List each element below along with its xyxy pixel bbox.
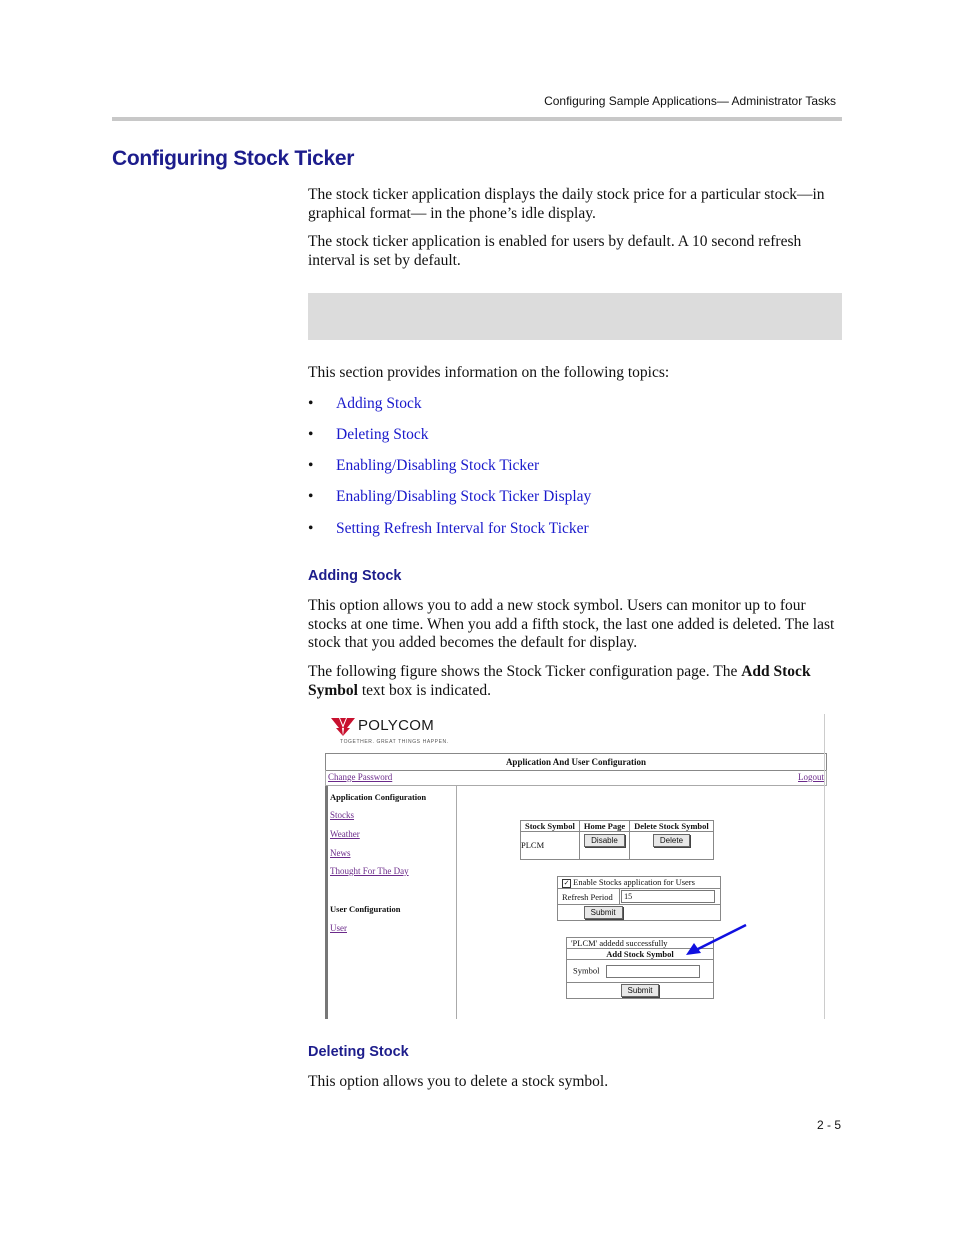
enable-checkbox[interactable]: ✓	[563, 879, 570, 887]
table-row	[521, 832, 714, 860]
user-config-heading: User Configuration	[330, 904, 401, 914]
stock-symbol-cell: PLCM	[521, 832, 580, 860]
list-item	[308, 488, 848, 520]
note-box	[308, 293, 842, 340]
figure-right-edge	[824, 714, 825, 1019]
sidebar-item-news[interactable]: News	[330, 848, 351, 858]
col-header-home-page: Home Page	[579, 821, 629, 832]
submit-cell	[590, 905, 721, 921]
intro-paragraph-2: The stock ticker application is enabled for users by default. A 10 second refresh interval is set by default.	[308, 233, 802, 269]
add-stock-symbol-heading: Add Stock Symbol	[567, 949, 714, 960]
sidebar-item-user[interactable]: User	[330, 923, 347, 933]
link-enabling-disabling-stock-ticker-display[interactable]: Enabling/Disabling Stock Ticker Display	[336, 488, 592, 505]
topics-list	[308, 395, 848, 551]
add-submit-button[interactable]: Submit	[621, 984, 660, 997]
sidebar-item-weather[interactable]: Weather	[330, 829, 360, 839]
polycom-tagline: TOGETHER. GREAT THINGS HAPPEN.	[340, 739, 449, 745]
logout-link[interactable]: Logout	[798, 772, 824, 782]
list-item	[308, 457, 848, 488]
bullet: •	[308, 457, 314, 474]
refresh-period-input[interactable]: 15	[621, 890, 715, 903]
header-rule	[112, 117, 842, 121]
refresh-period-label: Refresh Period	[558, 889, 620, 905]
bullet: •	[308, 520, 314, 537]
link-adding-stock[interactable]: Adding Stock	[336, 395, 422, 412]
adding-p2-bold: Add Stock Symbol	[308, 663, 811, 699]
symbol-row	[567, 960, 714, 983]
status-row: 'PLCM' addedd successfully	[567, 938, 714, 949]
col-header-delete-stock-symbol: Delete Stock Symbol	[630, 821, 714, 832]
change-password-link[interactable]: Change Password	[328, 772, 393, 782]
table-header-row	[521, 821, 714, 832]
delete-button[interactable]: Delete	[653, 834, 690, 847]
adding-p2-pre: The following figure shows the Stock Ticker configuration page. The	[308, 663, 742, 680]
enable-submit-button[interactable]: Submit	[584, 906, 623, 919]
app-config-heading: Application Configuration	[330, 792, 427, 802]
list-item	[308, 520, 848, 551]
sidebar-item-thought-for-the-day[interactable]: Thought For The Day	[330, 866, 409, 876]
topics-intro: This section provides information on the following topics:	[308, 364, 670, 381]
bullet: •	[308, 426, 314, 443]
link-deleting-stock[interactable]: Deleting Stock	[336, 426, 429, 443]
config-sidebar	[325, 786, 457, 1019]
delete-cell	[630, 832, 714, 860]
config-link-bar	[325, 770, 827, 786]
adding-paragraph-2	[308, 663, 848, 700]
bullet: •	[308, 488, 314, 505]
symbol-input[interactable]	[606, 965, 700, 978]
symbol-label: Symbol	[573, 964, 600, 975]
refresh-period-cell	[620, 889, 721, 905]
stock-ticker-config-figure	[322, 714, 826, 1019]
adding-stock-heading: Adding Stock	[308, 568, 402, 584]
polycom-logo-text: POLYCOM	[358, 717, 435, 734]
adding-paragraph-1: This option allows you to add a new stock symbol. Users can monitor up to four stocks at one time. When you add a fifth stock, the last one added is deleted. The last stock that you added becomes the default for display.	[308, 597, 835, 651]
deleting-paragraph: This option allows you to delete a stock symbol.	[308, 1073, 609, 1090]
callout-arrow-icon	[682, 922, 752, 958]
disable-button[interactable]: Disable	[584, 834, 625, 847]
sidebar-item-stocks[interactable]: Stocks	[330, 810, 355, 820]
enable-stocks-box	[557, 876, 721, 921]
enable-row	[558, 877, 721, 889]
running-header: Configuring Sample Applications— Administrator Tasks	[544, 94, 836, 108]
adding-p2-post: text box is indicated.	[357, 681, 491, 699]
intro-paragraph-1: The stock ticker application displays the daily stock price for a particular stock—in graphical format— in the phone’s idle display.	[308, 186, 825, 222]
add-submit-cell	[567, 983, 714, 999]
page-number: 2 - 5	[816, 1118, 841, 1132]
section-title: Configuring Stock Ticker	[112, 147, 355, 170]
link-enabling-disabling-stock-ticker[interactable]: Enabling/Disabling Stock Ticker	[336, 457, 540, 474]
deleting-stock-heading: Deleting Stock	[308, 1044, 409, 1060]
config-title-bar: Application And User Configuration	[325, 753, 827, 771]
list-item	[308, 426, 848, 457]
col-header-stock-symbol: Stock Symbol	[521, 821, 580, 832]
polycom-logo-icon	[330, 716, 356, 738]
stock-table	[520, 820, 714, 860]
list-item	[308, 395, 848, 426]
bullet: •	[308, 395, 314, 412]
home-page-cell	[579, 832, 629, 860]
enable-checkbox-label: Enable Stocks application for Users	[573, 877, 695, 887]
link-setting-refresh-interval[interactable]: Setting Refresh Interval for Stock Ticker	[336, 520, 589, 537]
